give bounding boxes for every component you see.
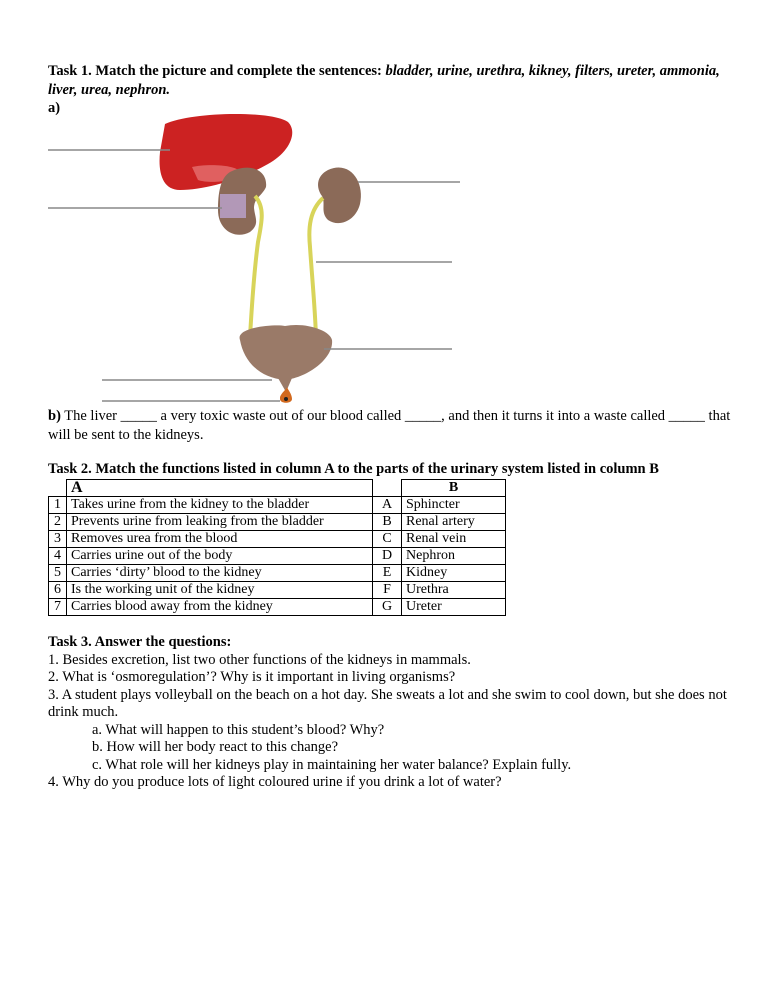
nephron-highlight	[220, 194, 246, 218]
task1-word-list: bladder, urine, urethra, kikney, filters, ureter, ammonia, liver, urea, nephron.	[48, 63, 720, 98]
question-2: 2. What is ‘osmoregulation’? Why is it important in living organisms?	[48, 669, 456, 685]
table-header-row	[49, 480, 506, 497]
question-3a: a. What will happen to this student’s blood? Why?	[92, 721, 385, 738]
question-3: 3. A student plays volleyball on the beach on a hot day. She sweats a lot and she swim to cool down, but she does not drink much.	[48, 686, 727, 720]
table-row: 7 Carries blood away from the kidney G Ureter	[49, 599, 506, 616]
task1-part-b-label: b)	[48, 408, 61, 424]
urethra	[278, 378, 292, 392]
task1-title-bold: Task 1. Match the picture and complete the sentences:	[48, 63, 386, 79]
task1-part-b-sentence: The liver _____ a very toxic waste out of our blood called _____, and then it turns it into a waste called _____ that will be sent to the kidneys.	[48, 408, 731, 443]
task1-part-a-label: a)	[48, 100, 61, 116]
table-row: 5 Carries ‘dirty’ blood to the kidney E Kidney	[49, 565, 506, 582]
question-4: 4. Why do you produce lots of light coloured urine if you drink a lot of water?	[48, 774, 502, 790]
matching-table	[48, 479, 506, 616]
right-kidney	[318, 168, 361, 224]
question-3b: b. How will her body react to this change?	[92, 739, 339, 755]
table-row: 1 Takes urine from the kidney to the bladder A Sphincter	[49, 497, 506, 514]
task1-part-b	[48, 407, 738, 445]
right-ureter	[309, 198, 323, 337]
column-b-header: B	[402, 480, 506, 497]
table-row: 2 Prevents urine from leaking from the bladder B Renal artery	[49, 514, 506, 531]
task2-title: Task 2. Match the functions listed in column A to the parts of the urinary system listed in column B	[48, 461, 659, 477]
task3-section	[48, 634, 738, 792]
bladder	[240, 325, 333, 380]
question-3c: c. What role will her kidneys play in maintaining her water balance? Explain fully.	[92, 756, 572, 773]
urinary-system-diagram	[40, 112, 480, 412]
question-1: 1. Besides excretion, list two other functions of the kidneys in mammals.	[48, 651, 471, 668]
table-row: 3 Removes urea from the blood C Renal vein	[49, 531, 506, 548]
table-row: 4 Carries urine out of the body D Nephron	[49, 548, 506, 565]
task3-title: Task 3. Answer the questions:	[48, 634, 232, 650]
task1-title	[48, 62, 728, 100]
table-row: 6 Is the working unit of the kidney F Urethra	[49, 582, 506, 599]
column-a-header: A	[67, 480, 373, 497]
